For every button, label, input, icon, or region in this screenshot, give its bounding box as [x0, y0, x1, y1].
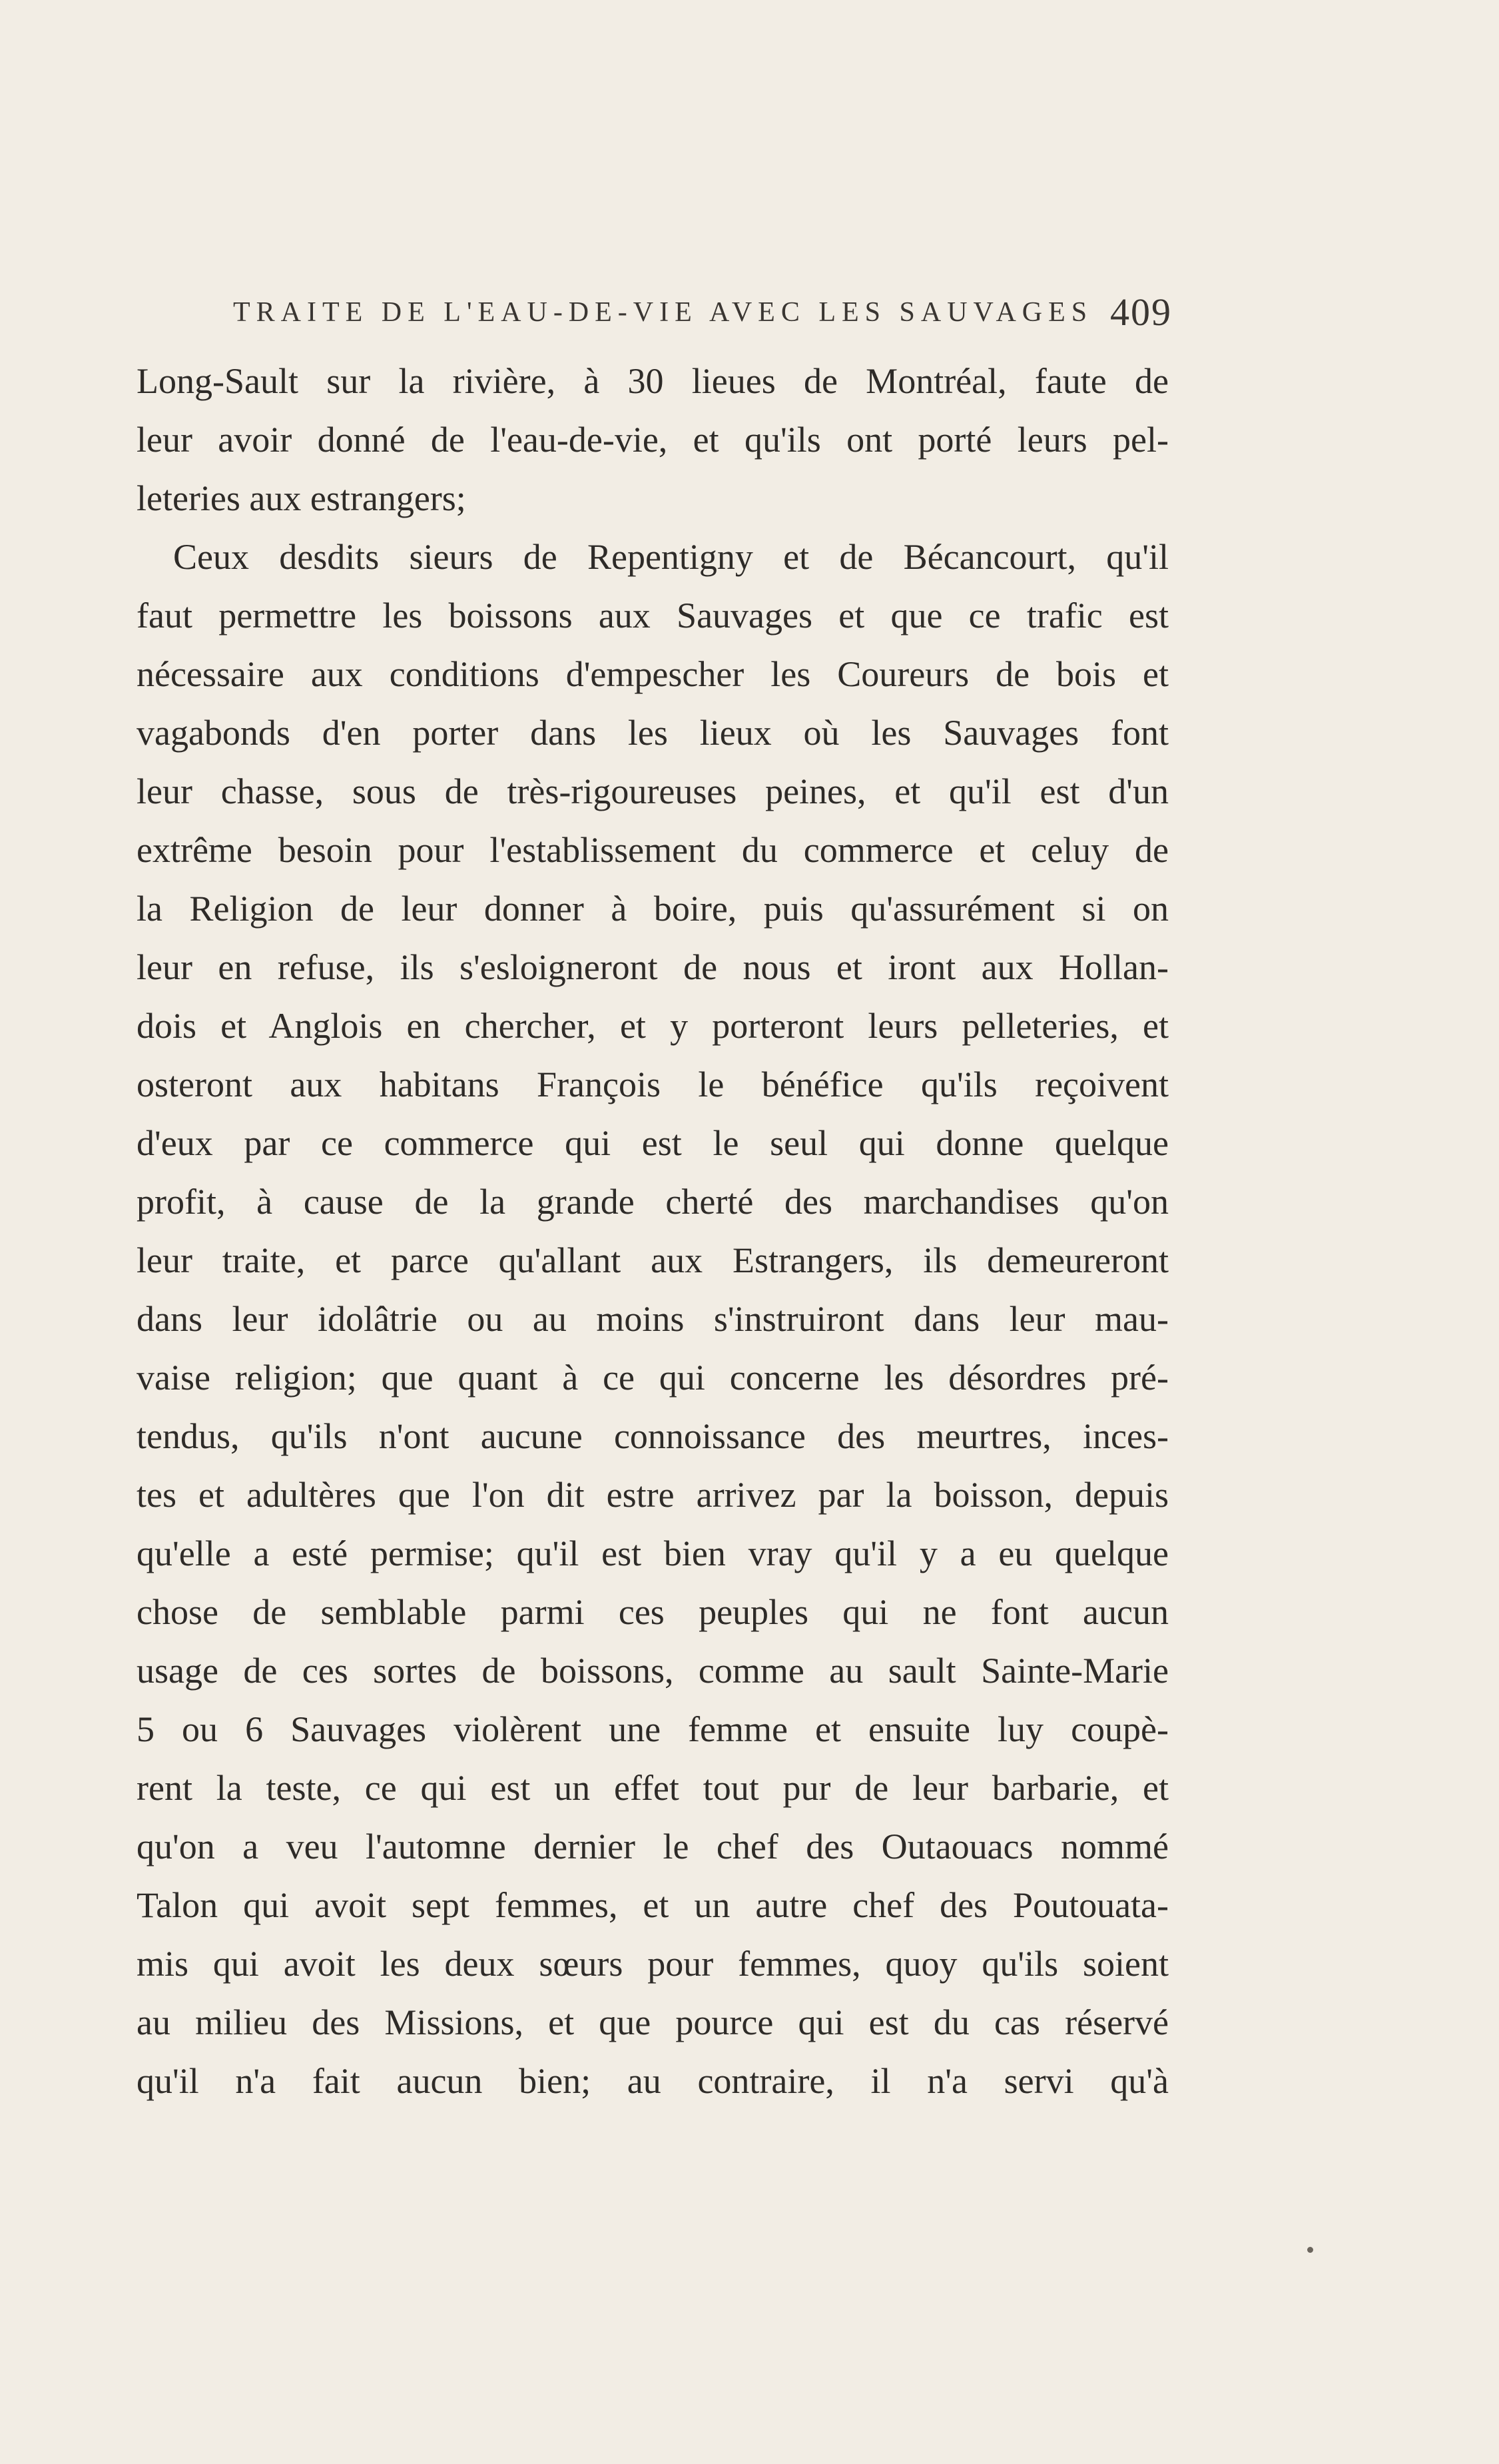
- text-line: usage de ces sortes de boissons, comme au sault Sainte-Marie: [137, 1651, 1169, 1691]
- text-line: nécessaire aux conditions d'empescher les Coureurs de bois et: [137, 654, 1169, 694]
- text-line: chose de semblable parmi ces peuples qui ne font aucun: [137, 1592, 1169, 1632]
- text-line: dans leur idolâtrie ou au moins s'instruiront dans leur mau-: [137, 1299, 1169, 1339]
- text-line: leur chasse, sous de très-rigoureuses peines, et qu'il est d'un: [137, 771, 1169, 811]
- text-line: tendus, qu'ils n'ont aucune connoissance des meurtres, inces-: [137, 1416, 1169, 1456]
- text-line: qu'elle a esté permise; qu'il est bien vray qu'il y a eu quelque: [137, 1533, 1169, 1573]
- text-line: 5 ou 6 Sauvages violèrent une femme et ensuite luy coupè-: [137, 1709, 1169, 1749]
- text-line: leur traite, et parce qu'allant aux Estrangers, ils demeureront: [137, 1240, 1169, 1280]
- text-line: au milieu des Missions, et que pource qui est du cas réservé: [137, 2002, 1169, 2042]
- text-line: qu'on a veu l'automne dernier le chef des Outaouacs nommé: [137, 1827, 1169, 1866]
- page-number: 409: [1110, 290, 1172, 334]
- text-line: extrême besoin pour l'establissement du commerce et celuy de: [137, 830, 1169, 870]
- text-line: leur avoir donné de l'eau-de-vie, et qu'ils ont porté leurs pel-: [137, 420, 1169, 460]
- running-head: [233, 290, 1172, 336]
- text-line: d'eux par ce commerce qui est le seul qui donne quelque: [137, 1123, 1169, 1163]
- running-head-title: TRAITE DE L'EAU-DE-VIE AVEC LES SAUVAGES: [233, 297, 1093, 328]
- text-line: la Religion de leur donner à boire, puis qu'assurément si on: [137, 889, 1169, 929]
- text-line: vagabonds d'en porter dans les lieux où les Sauvages font: [137, 713, 1169, 753]
- text-line: faut permettre les boissons aux Sauvages et que ce trafic est: [137, 596, 1169, 635]
- body-text: [137, 352, 1169, 2110]
- text-line: Ceux desdits sieurs de Repentigny et de Bécancourt, qu'il: [173, 537, 1169, 577]
- text-line: dois et Anglois en chercher, et y porteront leurs pelleteries, et: [137, 1006, 1169, 1046]
- text-line: vaise religion; que quant à ce qui concerne les désordres pré-: [137, 1358, 1169, 1398]
- text-line: tes et adultères que l'on dit estre arrivez par la boisson, depuis: [137, 1475, 1169, 1515]
- text-line: profit, à cause de la grande cherté des marchandises qu'on: [137, 1182, 1169, 1222]
- text-line: qu'il n'a fait aucun bien; au contraire, il n'a servi qu'à: [137, 2061, 1169, 2101]
- paper-speck: [1307, 2247, 1313, 2253]
- text-line: osteront aux habitans François le bénéfice qu'ils reçoivent: [137, 1064, 1169, 1104]
- text-line: rent la teste, ce qui est un effet tout pur de leur barbarie, et: [137, 1768, 1169, 1808]
- text-line: mis qui avoit les deux sœurs pour femmes, quoy qu'ils soient: [137, 1944, 1169, 1984]
- text-line: Talon qui avoit sept femmes, et un autre chef des Poutouata-: [137, 1885, 1169, 1925]
- text-line: leteries aux estrangers;: [137, 478, 466, 518]
- text-line: leur en refuse, ils s'esloigneront de nous et iront aux Hollan-: [137, 947, 1169, 987]
- text-line: Long-Sault sur la rivière, à 30 lieues de Montréal, faute de: [137, 361, 1169, 401]
